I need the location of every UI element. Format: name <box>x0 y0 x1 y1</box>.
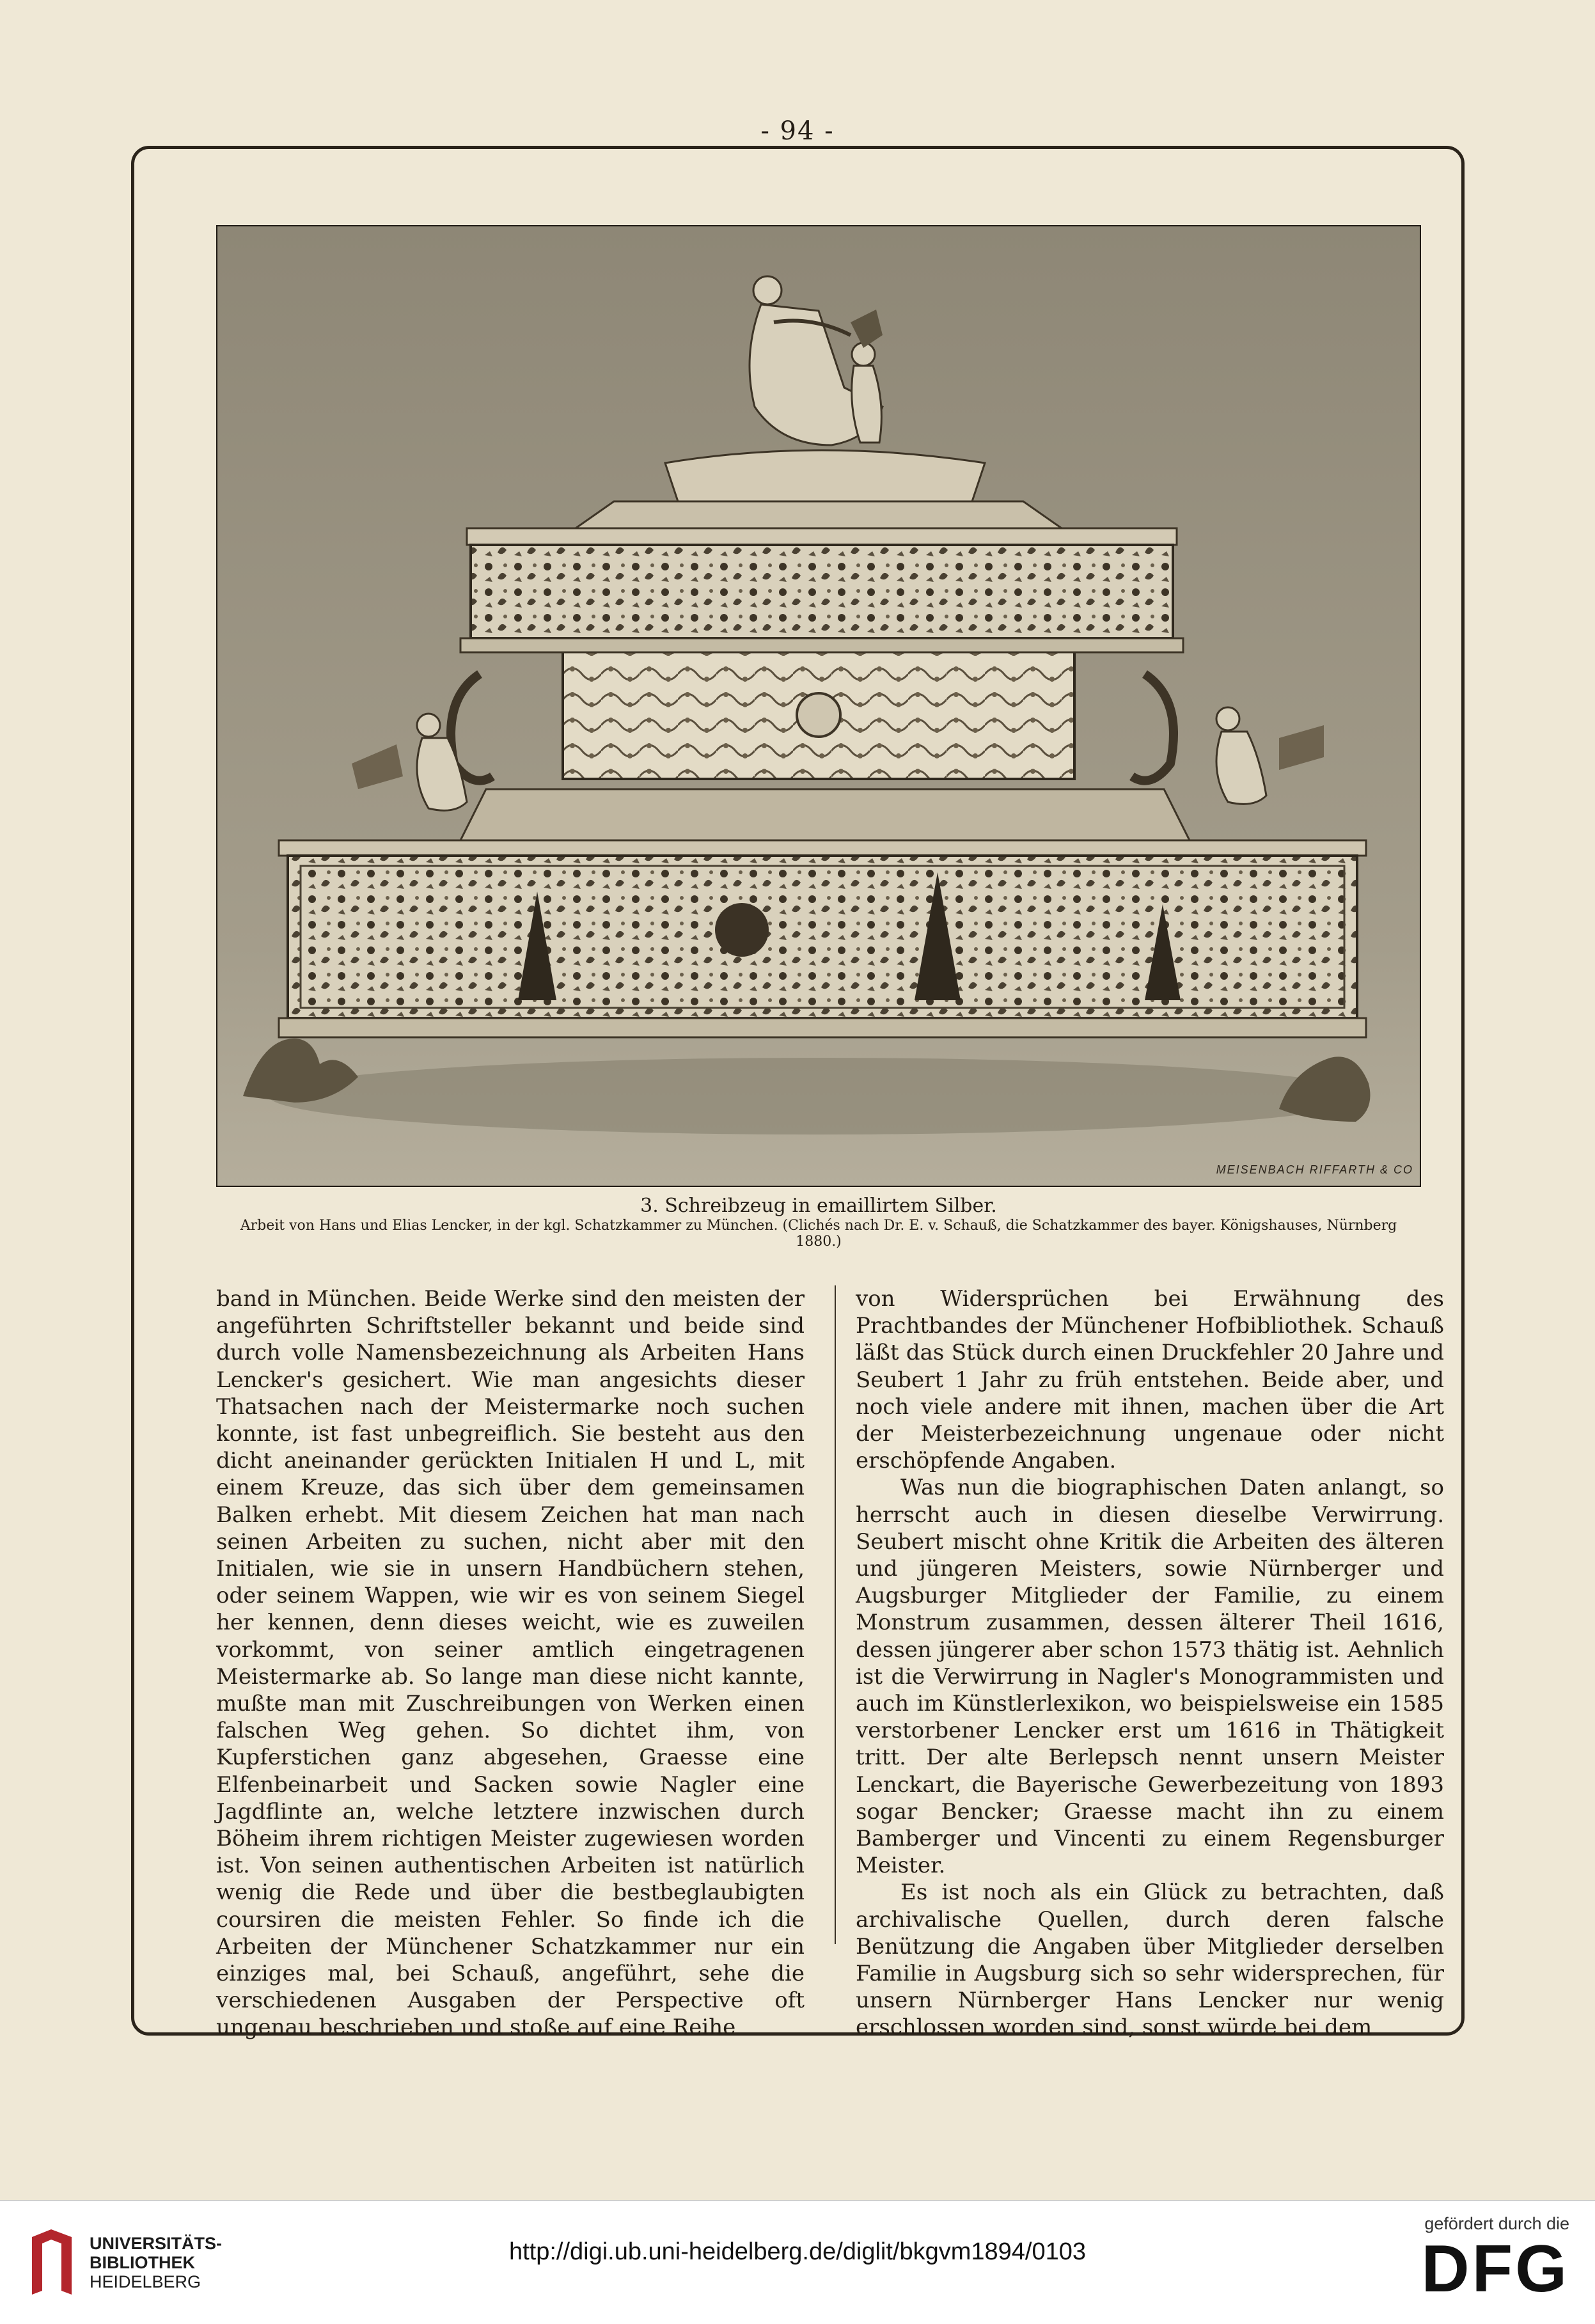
right-paragraph-3: Es ist noch als ein Glück zu betrachten, daß archivalische Quellen, durch deren falsche Benützung die Angaben über Mitglieder derselben Familie in Augsburg sich so sehr widersprechen, für unsern Nürnberger Hans Lencker nur wenig erschlossen worden sind, sonst würde bei dem <box>856 1880 1444 2041</box>
library-name-line2: BIBLIOTHEK <box>90 2253 195 2272</box>
right-paragraph-1: von Widersprüchen bei Erwähnung des Prachtbandes der Münchener Hofbibliothek. Schauß läßt das Stück durch einen Druckfehler 20 Jahre und Seubert 1 Jahr zu früh entstehen. Beide aber, und noch viele andere mit ihnen, machen über die Art der Meisterbezeichnung ungenaue oder nicht erschöpfende Angaben. <box>856 1286 1444 1474</box>
figure-caption-title: 3. Schreibzeug in emaillirtem Silber. <box>640 1195 997 1217</box>
inkstand-photograph <box>216 225 1421 1187</box>
inkstand-illustration <box>217 226 1421 1187</box>
permalink-url[interactable]: http://digi.ub.uni-heidelberg.de/diglit/bkgvm1894/0103 <box>508 2238 1087 2265</box>
page-number: - 94 - <box>760 116 835 146</box>
left-text-column <box>216 1285 805 2041</box>
column-divider <box>835 1285 836 1944</box>
library-name-line3: HEIDELBERG <box>90 2272 201 2291</box>
figure-caption-credit: Arbeit von Hans und Elias Lencker, in der kgl. Schatzkammer zu München. (Clichés nach Dr. E. v. Schauß, die Schatzkammer des bayer. Königshauses, Nürnberg 1880.) <box>240 1218 1397 1250</box>
viewer-footer <box>0 2200 1595 2324</box>
base-tier <box>279 840 1366 1037</box>
funder-block <box>1421 2214 1569 2304</box>
dfg-logo[interactable]: DFG <box>1421 2232 1569 2306</box>
library-name-line1: UNIVERSITÄTS- <box>90 2234 223 2253</box>
right-paragraph-2: Was nun die biographischen Daten anlangt, so herrscht auch in diesen dieselbe Verwirrung. Seubert mischt ohne Kritik die Arbeiten des älteren und jüngeren Meisters, sowie Nürnberger und Augsburger Mitglieder der Familie, zu einem Monstrum zusammen, dessen älterer Theil 1616, dessen jüngerer aber schon 1573 thätig ist. Aehnlich ist die Verwirrung in Nagler's Monogrammisten und auch im Künstlerlexikon, wo beispielsweise ein 1585 verstorbener Lencker erst um 1616 in Thätigkeit tritt. Der alte Berlepsch nennt unsern Meister Lenckart, die Bayerische Gewerbezeitung von 1893 sogar Bencker; Graesse macht ihn zu einem Bamberger und Vincenti zu einem Regensburger Meister. <box>856 1475 1444 1879</box>
middle-tier <box>563 651 1074 779</box>
engraver-mark: MEISENBACH RIFFARTH & CO <box>1216 1163 1413 1176</box>
left-paragraph-1: band in München. Beide Werke sind den meisten der angeführten Schriftsteller bekannt und beide sind durch volle Namensbezeichnung als Arbeiten Hans Lencker's gesichert. Wie man angesichts dieser Thatsachen nach der Meistermarke noch suchen konnte, ist fast unbegreiflich. Sie besteht aus den dicht aneinander gerückten Initialen H und L, mit einem Kreuze, das sich über dem gemeinsamen Balken erhebt. Mit diesem Zeichen hat man nach seinen Arbeiten zu suchen, nicht aber mit den Initialen, wie sie in unsern Handbüchern stehen, oder seinem Wappen, wie wir es von seinem Siegel her kennen, denn dieses weicht, wie es zuweilen vorkommt, von seiner amtlich eingetragenen Meistermarke ab. So lange man diese nicht kannte, mußte man mit Zuschreibungen von Werken einen falschen Weg gehen. So dichtet ihm, von Kupferstichen ganz abgesehen, Graesse eine Elfenbeinarbeit und Sacken sowie Nagler eine Jagdflinte an, welche letztere inzwischen durch Böheim ihrem richtigen Meister zugewiesen worden ist. Von seinen authentischen Arbeiten ist natürlich wenig die Rede und über die bestbeglaubigten coursiren die meisten Fehler. So finde ich die Arbeiten der Münchener Schatzkammer nur ein einziges mal, bei Schauß, angeführt, sehe die verschiedenen Ausgaben der Perspective oft ungenau beschrieben und stoße auf eine Reihe <box>216 1286 805 2041</box>
funding-text: gefördert durch die <box>1424 2214 1569 2233</box>
right-text-column <box>856 1285 1444 2041</box>
